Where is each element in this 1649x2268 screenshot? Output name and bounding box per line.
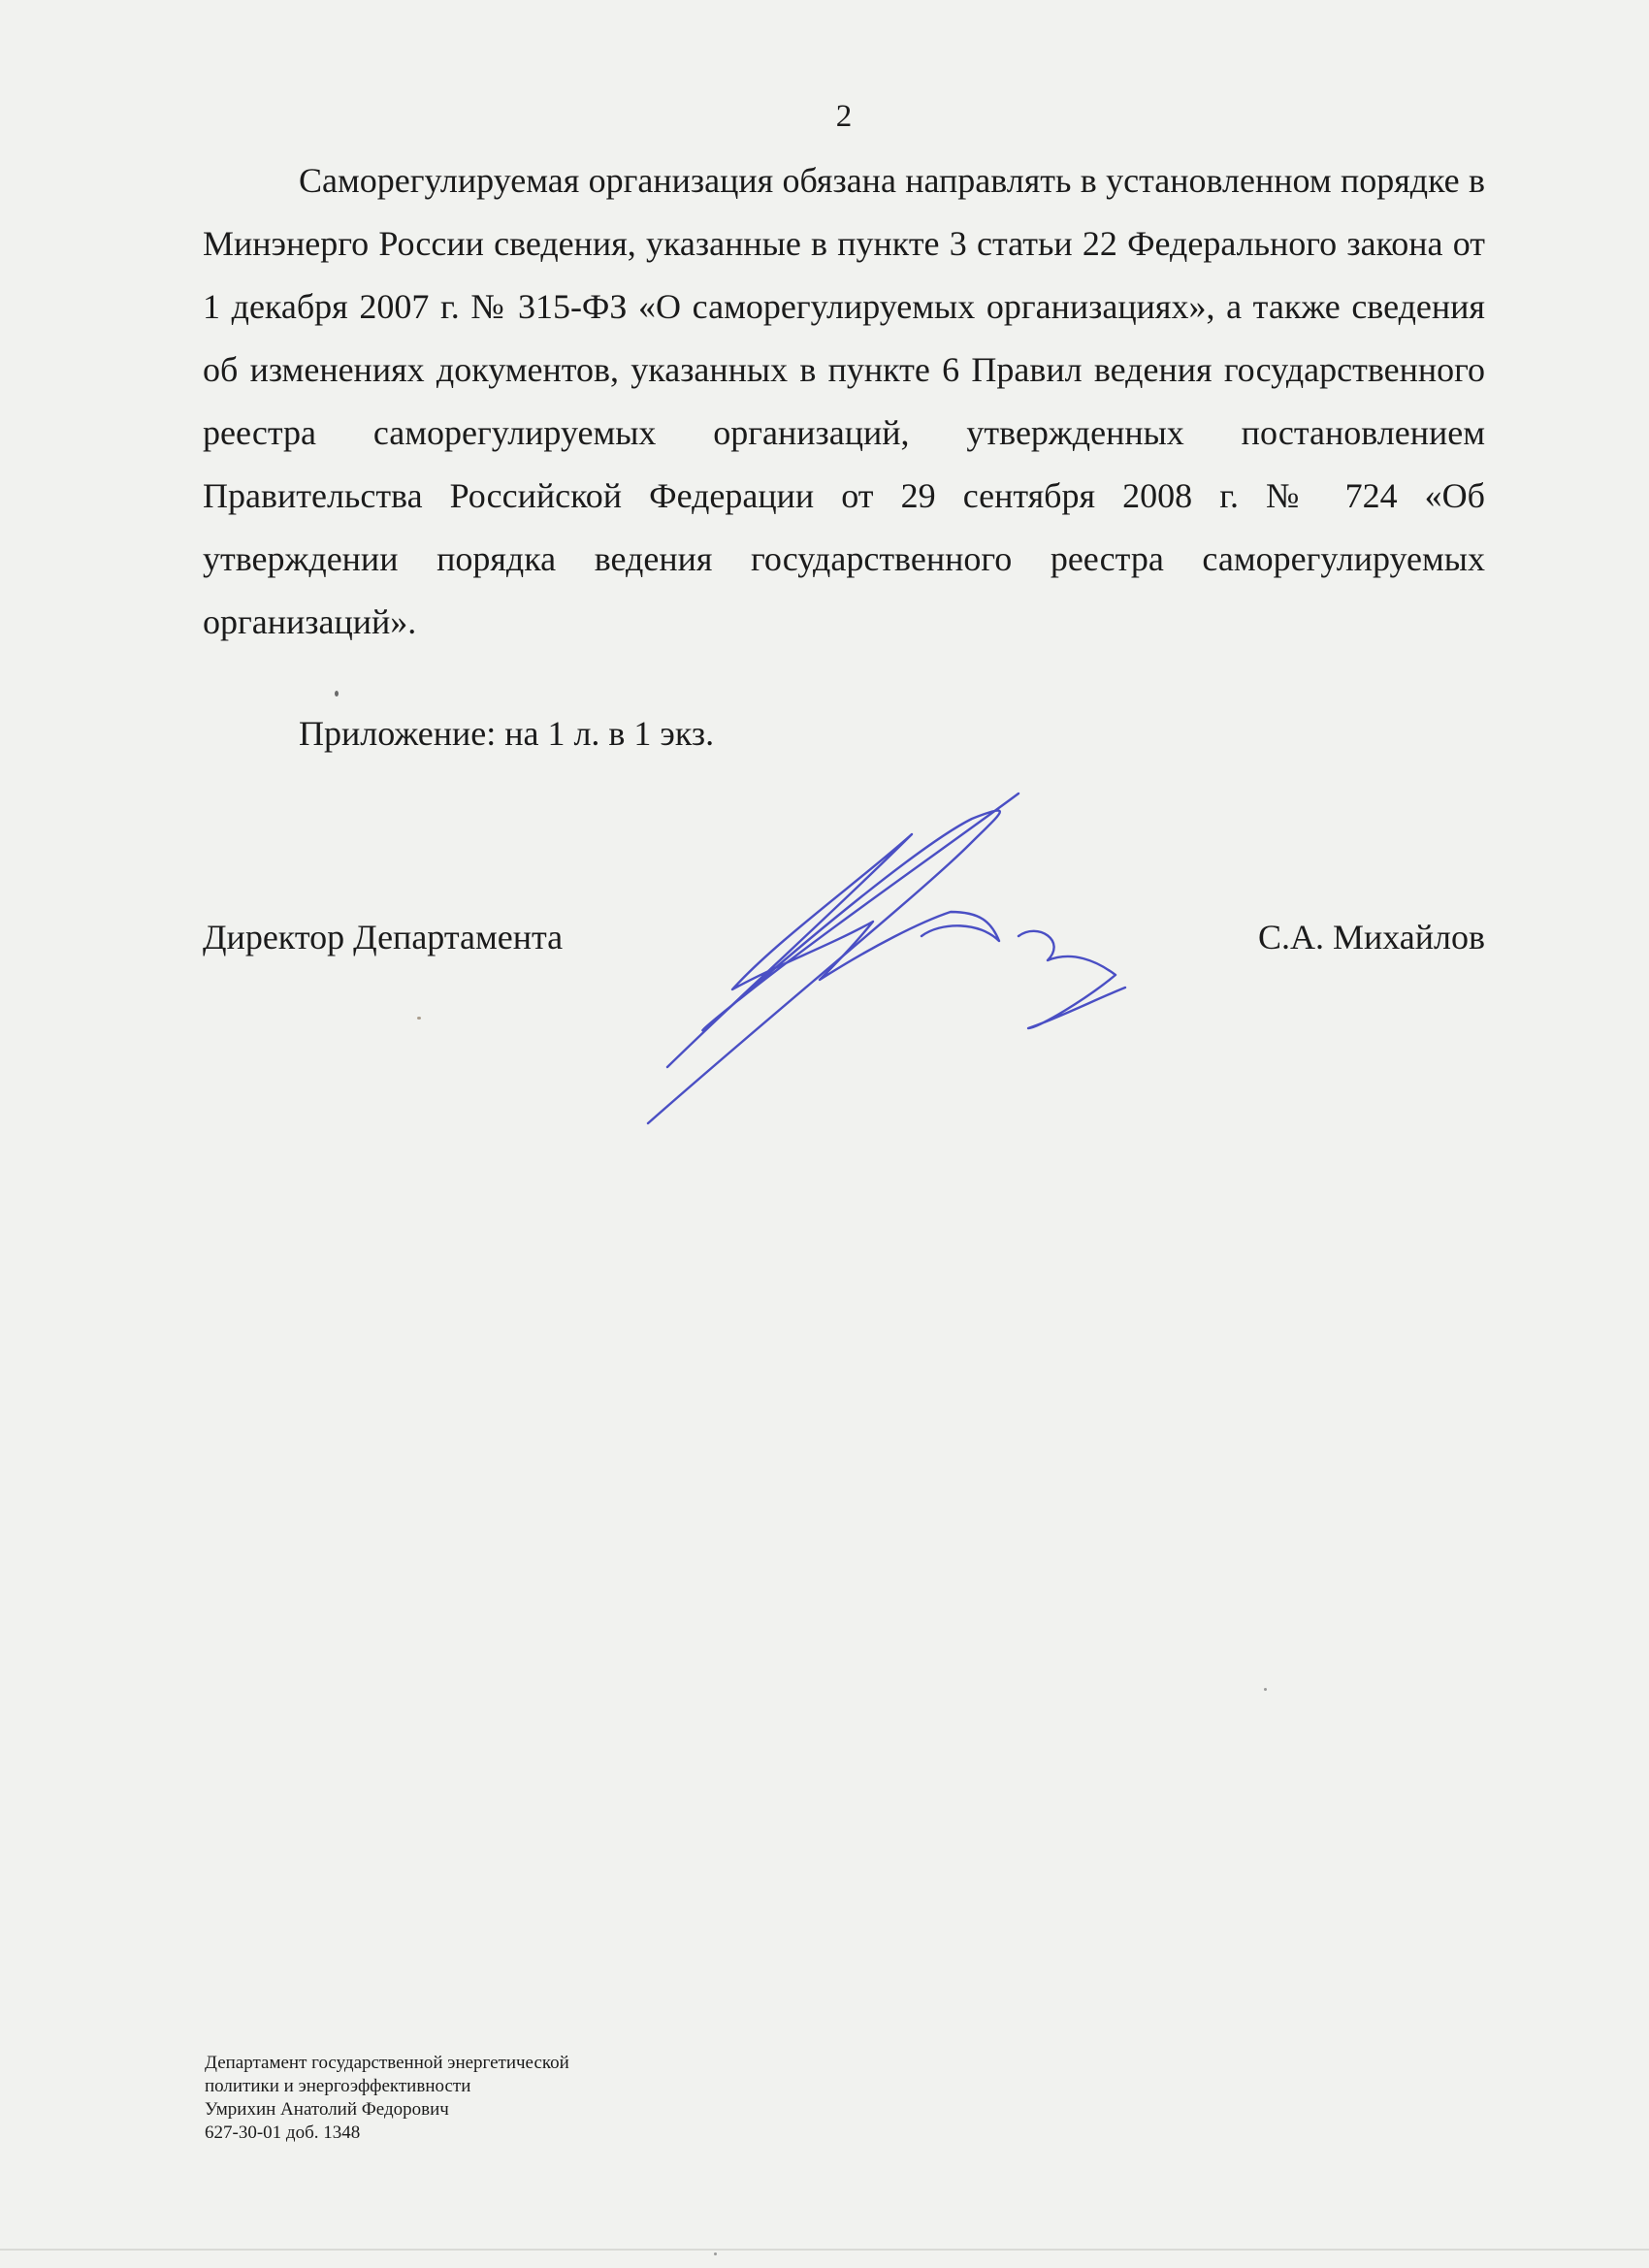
scan-speck: [714, 2252, 717, 2255]
footer-contact: [205, 2052, 569, 2145]
scan-speck: [417, 1017, 421, 1020]
footer-department-line1: Департамент государственной энергетической: [205, 2053, 569, 2073]
appendix-note: Приложение: на 1 л. в 1 экз.: [299, 714, 715, 753]
page-number: 2: [835, 99, 853, 134]
signature-stroke-loop: [667, 834, 999, 1067]
handwritten-signature: [630, 776, 1212, 1145]
footer-department-line2: политики и энергоэффективности: [205, 2076, 471, 2096]
scan-edge-line: [0, 2249, 1649, 2251]
signature-stroke-tail: [1018, 931, 1125, 1028]
letter-body: Саморегулируемая организация обязана направлять в установленном порядке в Минэнерго России сведения, указанные в пункте 3 статьи 22 Федерального закона от 1 декабря 2007 г. № 315-ФЗ «О саморегулируемых организациях», а также сведения об изменениях документов, указанных в пункте 6 Правил ведения государственного реестра саморегулируемых организаций, утвержденных постановлением Правительства Российской Федерации от 29 сентября 2008 г. № 724 «Об утверждении порядка ведения государственного реестра саморегулируемых организаций».: [203, 161, 1485, 641]
footer-contact-person: Умрихин Анатолий Федорович: [205, 2099, 449, 2120]
signer-name: С.А. Михайлов: [1257, 918, 1485, 956]
footer-phone: 627-30-01 доб. 1348: [205, 2122, 361, 2143]
signature-stroke-long: [648, 794, 1018, 1123]
scan-speck: [1264, 1688, 1267, 1691]
scan-speck: [335, 691, 339, 697]
signer-title: Директор Департамента: [203, 918, 564, 956]
